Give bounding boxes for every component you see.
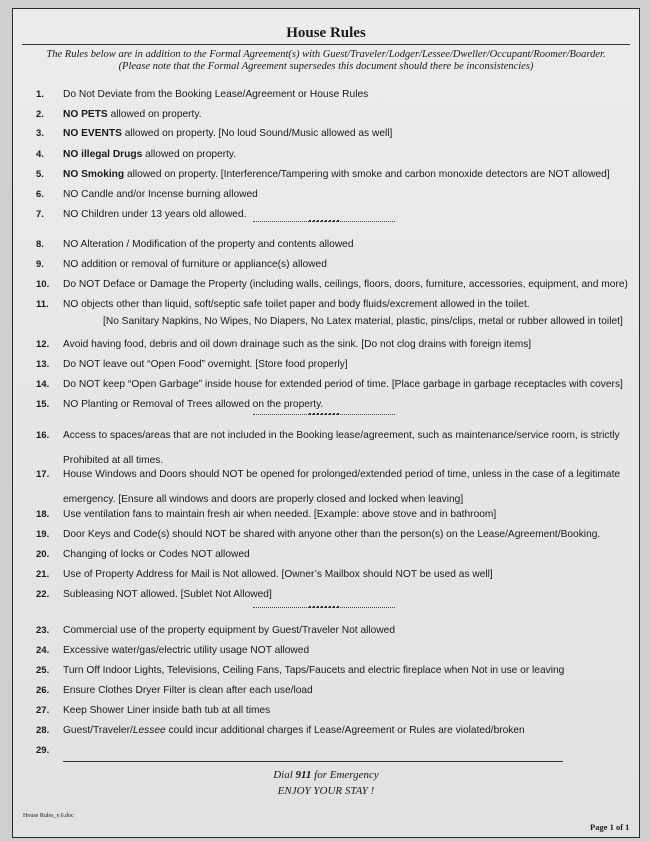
- rule-text-rest: allowed on property.: [142, 149, 237, 160]
- rule-number: 2.: [36, 109, 44, 120]
- rule-text-rest: could incur additional charges if Lease/Agreement or Rules are violated/broken: [165, 725, 525, 736]
- rule-text: [63, 509, 496, 520]
- rule-text-rest: allowed on property. [No loud Sound/Music allowed as well]: [121, 128, 393, 139]
- rule-number: 3.: [36, 128, 44, 139]
- emergency-line: [13, 769, 639, 781]
- rule-text-plain: Subleasing NOT allowed. [Sublet Not Allowed]: [63, 589, 272, 600]
- rule-text-plain: Do NOT Deface or Damage the Property (including walls, ceilings, floors, doors, furniture, accessories, equipment, and more): [63, 279, 628, 290]
- rule-text-plain: Keep Shower Liner inside bath tub at all times: [63, 705, 271, 716]
- rule-text: [63, 169, 610, 180]
- rule-number: 12.: [36, 339, 50, 350]
- rule-number: 19.: [36, 529, 50, 540]
- rule-text-plain: Do NOT keep “Open Garbage” inside house for extended period of time. [Place garbage in garbage receptacles with covers]: [63, 379, 623, 390]
- rule-number: 5.: [36, 169, 44, 180]
- rule-text: [63, 665, 564, 676]
- rule-number: 8.: [36, 239, 44, 250]
- rule-text: [63, 128, 392, 139]
- rule-17-continuation: emergency. [Ensure all windows and doors are properly closed and locked when leaving]: [63, 494, 464, 505]
- rule-text: [63, 569, 493, 580]
- rule-number: 18.: [36, 509, 50, 520]
- intro-line-1: The Rules below are in addition to the Formal Agreement(s) with Guest/Traveler/Lodger/Lessee/Dweller/Occupant/Roomer/Boarder.: [46, 49, 606, 60]
- title-divider: [22, 44, 630, 45]
- rule-text: [63, 399, 323, 410]
- rule-text: [63, 469, 620, 480]
- page-number: Page 1 of 1: [590, 822, 630, 832]
- rule-text-plain: Guest/Traveler/: [63, 725, 133, 736]
- rule-text-plain: Ensure Clothes Dryer Filter is clean after each use/load: [63, 685, 313, 696]
- rule-number: 28.: [36, 725, 50, 736]
- document-page: [12, 8, 640, 838]
- rule-text: [63, 379, 623, 390]
- rule-text: [63, 705, 270, 716]
- rule-16-continuation: Prohibited at all times.: [63, 455, 164, 466]
- rule-text: [63, 279, 628, 290]
- rule-text: [63, 625, 395, 636]
- rule-text: [63, 239, 354, 250]
- rule-text-plain: NO Children under 13 years old allowed.: [63, 209, 247, 220]
- rule-number: 25.: [36, 665, 50, 676]
- rule-number: 7.: [36, 209, 44, 220]
- rule-text-plain: Excessive water/gas/electric utility usage NOT allowed: [63, 645, 310, 656]
- rule-text-plain: Access to spaces/areas that are not included in the Booking lease/agreement, such as maintenance/service room, is strictly: [63, 430, 620, 441]
- rule-text-emphasis: NO PETS: [63, 109, 108, 120]
- rule-text-plain: NO Candle and/or Incense burning allowed: [63, 189, 258, 200]
- rule-text: [63, 549, 250, 560]
- rule-text-plain: Do NOT leave out “Open Food” overnight. [Store food properly]: [63, 359, 348, 370]
- rule-number: 11.: [36, 299, 49, 310]
- rule-number: 26.: [36, 685, 50, 696]
- rule-number: 20.: [36, 549, 50, 560]
- rule-number: 23.: [36, 625, 50, 636]
- rule-text-plain: Commercial use of the property equipment by Guest/Traveler Not allowed: [63, 625, 395, 636]
- rule-text-plain: NO Alteration / Modification of the property and contents allowed: [63, 239, 354, 250]
- rule-text-plain: Avoid having food, debris and oil down drainage such as the sink. [Do not clog drains with foreign items]: [63, 339, 532, 350]
- rule-text-plain: NO objects other than liquid, soft/septic safe toilet paper and body fluids/excrement allowed in the toilet.: [63, 299, 530, 310]
- rule-text-emphasis: NO illegal Drugs: [63, 149, 143, 160]
- rule-11-continuation: [No Sanitary Napkins, No Wipes, No Diapers, No Latex material, plastic, pins/clips, metal or rubber allowed in toilet]: [103, 316, 623, 327]
- rule-text: [63, 645, 309, 656]
- rule-number: 27.: [36, 705, 50, 716]
- rule-text: [63, 339, 531, 350]
- rule-number: 1.: [36, 89, 44, 100]
- rule-number: 17.: [36, 469, 50, 480]
- rule-text-plain: Changing of locks or Codes NOT allowed: [63, 549, 250, 560]
- rule-text-plain: Turn Off Indoor Lights, Televisions, Ceiling Fans, Taps/Faucets and electric fireplace when Not in use or leaving: [63, 665, 565, 676]
- section-separator: [253, 221, 395, 224]
- rule-text: [63, 725, 525, 736]
- rule-text: [63, 299, 530, 310]
- rule-number: 22.: [36, 589, 50, 600]
- rule-text: [63, 529, 600, 540]
- rule-text-plain: Use ventilation fans to maintain fresh air when needed. [Example: above stove and in bathroom]: [63, 509, 497, 520]
- rule-text-plain: Do Not Deviate from the Booking Lease/Agreement or House Rules: [63, 89, 369, 100]
- section-separator: [253, 414, 395, 417]
- emergency-suffix: for Emergency: [311, 769, 379, 781]
- intro-line-2: (Please note that the Formal Agreement supersedes this document should there be inconsistencies): [118, 61, 534, 72]
- rule-number: 13.: [36, 359, 50, 370]
- page-title: House Rules: [286, 25, 366, 41]
- rule-text-emphasis: NO Smoking: [63, 169, 125, 180]
- rule-number: 9.: [36, 259, 44, 270]
- section-separator: [253, 607, 395, 610]
- rule-text-italic: Lessee: [132, 725, 166, 736]
- emergency-number: 911: [295, 769, 312, 781]
- closing-message: ENJOY YOUR STAY !: [277, 785, 375, 797]
- rule-number: 4.: [36, 149, 44, 160]
- rule-text: [63, 89, 368, 100]
- rule-text: [63, 209, 246, 220]
- rule-text-plain: House Windows and Doors should NOT be opened for prolonged/extended period of time, unless in the case of a legitimate: [63, 469, 621, 480]
- rule-text-rest: allowed on property.: [107, 109, 202, 120]
- rule-number: 21.: [36, 569, 50, 580]
- rule-text: [63, 109, 202, 120]
- rule-number: 29.: [36, 745, 50, 756]
- rule-text: [63, 189, 258, 200]
- rule-text: [63, 149, 236, 160]
- blank-rule-line: [63, 761, 563, 762]
- rule-text-plain: NO Planting or Removal of Trees allowed on the property.: [63, 399, 324, 410]
- rule-text-emphasis: NO EVENTS: [63, 128, 122, 139]
- rule-text: [63, 259, 327, 270]
- rule-text-plain: NO addition or removal of furniture or appliance(s) allowed: [63, 259, 327, 270]
- rule-number: 24.: [36, 645, 50, 656]
- rule-number: 10.: [36, 279, 50, 290]
- rule-number: 15.: [36, 399, 50, 410]
- rule-text-plain: Door Keys and Code(s) should NOT be shared with anyone other than the person(s) on the Lease/Agreement/Booking.: [63, 529, 601, 540]
- emergency-prefix: Dial: [273, 769, 296, 781]
- rule-text: [63, 589, 272, 600]
- rule-text: [63, 359, 348, 370]
- file-name: House Rules_v.6.doc: [23, 813, 74, 819]
- rule-number: 16.: [36, 430, 50, 441]
- rule-text-rest: allowed on property. [Interference/Tampering with smoke and carbon monoxide detectors are NOT allowed]: [124, 169, 610, 180]
- rule-text: [63, 685, 313, 696]
- rule-number: 6.: [36, 189, 44, 200]
- rule-number: 14.: [36, 379, 50, 390]
- rule-text-plain: Use of Property Address for Mail is Not allowed. [Owner’s Mailbox should NOT be used as well]: [63, 569, 493, 580]
- rule-text: [63, 430, 620, 441]
